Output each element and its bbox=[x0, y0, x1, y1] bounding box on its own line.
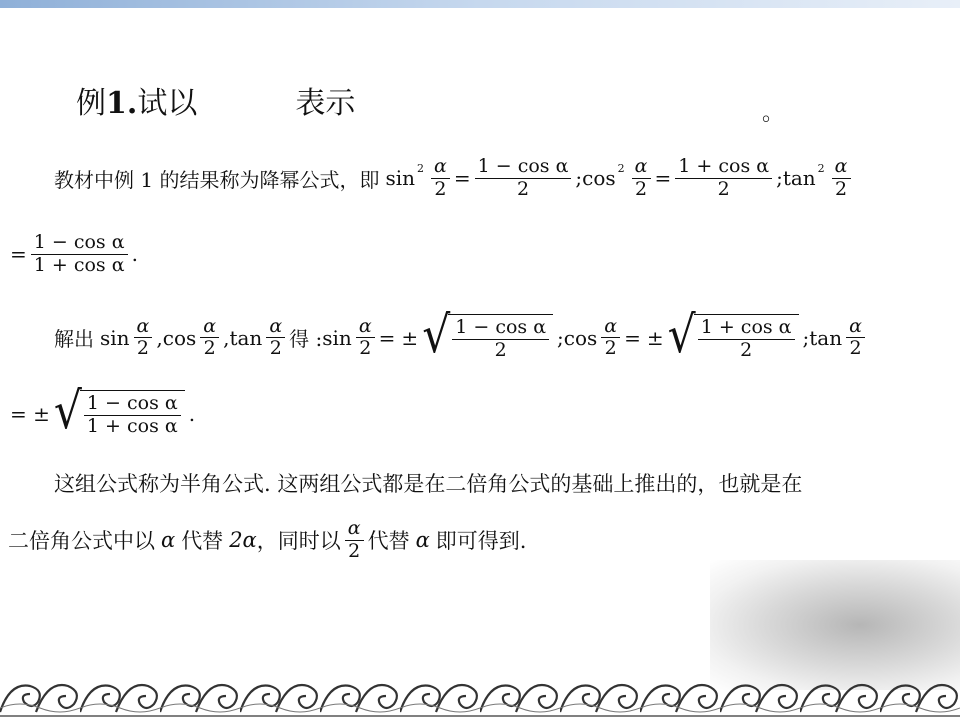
frac-tan-squared bbox=[31, 232, 128, 277]
formula-line-half-angle bbox=[54, 305, 869, 365]
equals: = bbox=[10, 242, 27, 267]
frac-den: 2 bbox=[740, 338, 753, 361]
cos-label: cos bbox=[582, 166, 616, 191]
cos-label: cos bbox=[563, 325, 598, 350]
alpha-symbol: α bbox=[415, 528, 430, 553]
frac-num: 1 − cos α bbox=[84, 393, 181, 416]
equals: = bbox=[624, 325, 641, 350]
title-text-a: 试以 bbox=[137, 86, 198, 121]
equals: = bbox=[654, 166, 672, 191]
formula-line-tan-half bbox=[10, 381, 196, 441]
sqrt-tan-half bbox=[53, 381, 185, 441]
semicolon: ; bbox=[575, 166, 583, 191]
alpha-over-2 bbox=[134, 316, 153, 361]
slide-title bbox=[76, 78, 355, 122]
text: 代替 bbox=[181, 529, 224, 554]
frac-num: α bbox=[601, 316, 620, 339]
two-alpha: 2α bbox=[229, 528, 257, 553]
top-decor-bar bbox=[0, 0, 960, 8]
de-text: 得 : bbox=[289, 327, 323, 352]
frac-num: α bbox=[266, 316, 285, 339]
frac-den: 2 bbox=[717, 177, 730, 200]
frac-num: 1 − cos α bbox=[475, 156, 572, 179]
tan-label: tan bbox=[229, 325, 263, 350]
alpha-over-2 bbox=[356, 316, 375, 361]
frac-den: 2 bbox=[516, 177, 530, 200]
alpha-over-2 bbox=[345, 518, 364, 563]
frac-num: α bbox=[832, 156, 851, 179]
frac-1mcos-over-2 bbox=[475, 156, 572, 201]
intro-text: 解出 bbox=[54, 327, 94, 352]
frac-num: α bbox=[846, 316, 865, 339]
cos-label: cos bbox=[162, 325, 197, 350]
sin-label: sin bbox=[322, 325, 352, 350]
period: . bbox=[188, 401, 196, 426]
semicolon: ; bbox=[802, 325, 810, 350]
frac-num: 1 − cos α bbox=[31, 232, 128, 255]
plus-minus: ± bbox=[401, 325, 419, 350]
equals-plus-minus: = ± bbox=[10, 401, 50, 426]
frac-num: α bbox=[200, 316, 219, 339]
sin-label: sin bbox=[100, 325, 130, 350]
tan-label: tan bbox=[809, 325, 843, 350]
semicolon: ; bbox=[776, 166, 783, 191]
paragraph-derivation-note bbox=[8, 518, 526, 563]
text: 二倍角公式中以 bbox=[8, 529, 155, 554]
alpha-over-2 bbox=[601, 316, 620, 361]
sup-2: 2 bbox=[617, 161, 625, 175]
frac-den: 2 bbox=[348, 539, 361, 562]
frac-tan-half bbox=[84, 393, 181, 438]
frac-num: α bbox=[356, 316, 375, 339]
frac-den: 2 bbox=[136, 337, 150, 360]
title-number: 1. bbox=[106, 86, 138, 121]
alpha-over-2 bbox=[846, 316, 865, 361]
alpha-over-2 bbox=[431, 156, 450, 201]
alpha-over-2 bbox=[632, 156, 651, 201]
alpha-over-2 bbox=[832, 156, 851, 201]
frac-den: 2 bbox=[635, 177, 648, 200]
frac-den: 2 bbox=[359, 337, 372, 360]
frac-num: 1 + cos α bbox=[675, 156, 772, 179]
text: 即可得到. bbox=[435, 529, 527, 554]
tan-label: tan bbox=[782, 166, 816, 191]
frac-1mcos-over-2 bbox=[452, 317, 549, 362]
formula-line-power-reduction bbox=[54, 156, 855, 201]
frac-den: 2 bbox=[434, 177, 447, 200]
equals: = bbox=[378, 325, 396, 350]
frac-num: 1 − cos α bbox=[452, 317, 549, 340]
sqrt-cos-half bbox=[667, 305, 799, 365]
frac-num: 1 + cos α bbox=[698, 317, 795, 340]
plus-minus: ± bbox=[646, 325, 664, 350]
semicolon: ; bbox=[557, 325, 564, 350]
alpha-over-2 bbox=[266, 316, 285, 361]
title-end-mark: 。 bbox=[762, 101, 785, 126]
frac-num: α bbox=[345, 518, 364, 541]
frac-den: 2 bbox=[203, 337, 216, 360]
text: ，同时以 bbox=[256, 529, 341, 554]
frac-num: α bbox=[134, 316, 153, 339]
paragraph-half-angle-note: 这组公式称为半角公式. 这两组公式都是在二倍角公式的基础上推出的，也就是在 bbox=[54, 472, 803, 496]
frac-den: 2 bbox=[604, 337, 617, 360]
radical-sign-icon: √ bbox=[667, 305, 696, 365]
alpha-symbol: α bbox=[161, 528, 176, 553]
sin-label: sin bbox=[385, 166, 415, 191]
frac-1pcos-over-2 bbox=[675, 156, 772, 201]
title-prefix: 例 bbox=[76, 86, 106, 121]
frac-num: α bbox=[632, 156, 651, 179]
formula-line-tan-squared bbox=[10, 232, 138, 277]
frac-1pcos-over-2 bbox=[698, 317, 795, 362]
comma: , bbox=[223, 325, 230, 350]
dragon-decoration-image bbox=[710, 560, 960, 690]
wave-border-decoration bbox=[0, 672, 960, 720]
frac-den: 2 bbox=[269, 337, 282, 360]
frac-den: 1 + cos α bbox=[33, 253, 125, 276]
sup-2: 2 bbox=[817, 161, 825, 175]
frac-den: 1 + cos α bbox=[86, 414, 178, 437]
title-text-b: 表示 bbox=[295, 86, 356, 121]
comma: , bbox=[156, 325, 163, 350]
frac-den: 2 bbox=[849, 337, 862, 360]
radical-sign-icon: √ bbox=[422, 305, 451, 365]
text: 代替 bbox=[367, 529, 410, 554]
equals: = bbox=[453, 166, 471, 191]
frac-den: 2 bbox=[835, 177, 848, 200]
radical-sign-icon: √ bbox=[53, 381, 82, 441]
period: . bbox=[131, 242, 138, 267]
alpha-over-2 bbox=[200, 316, 219, 361]
frac-num: α bbox=[431, 156, 450, 179]
sqrt-sin-half bbox=[422, 305, 553, 365]
frac-den: 2 bbox=[494, 338, 507, 361]
sup-2: 2 bbox=[417, 161, 424, 175]
intro-text: 教材中例 1 的结果称为降幂公式，即 bbox=[54, 167, 380, 192]
